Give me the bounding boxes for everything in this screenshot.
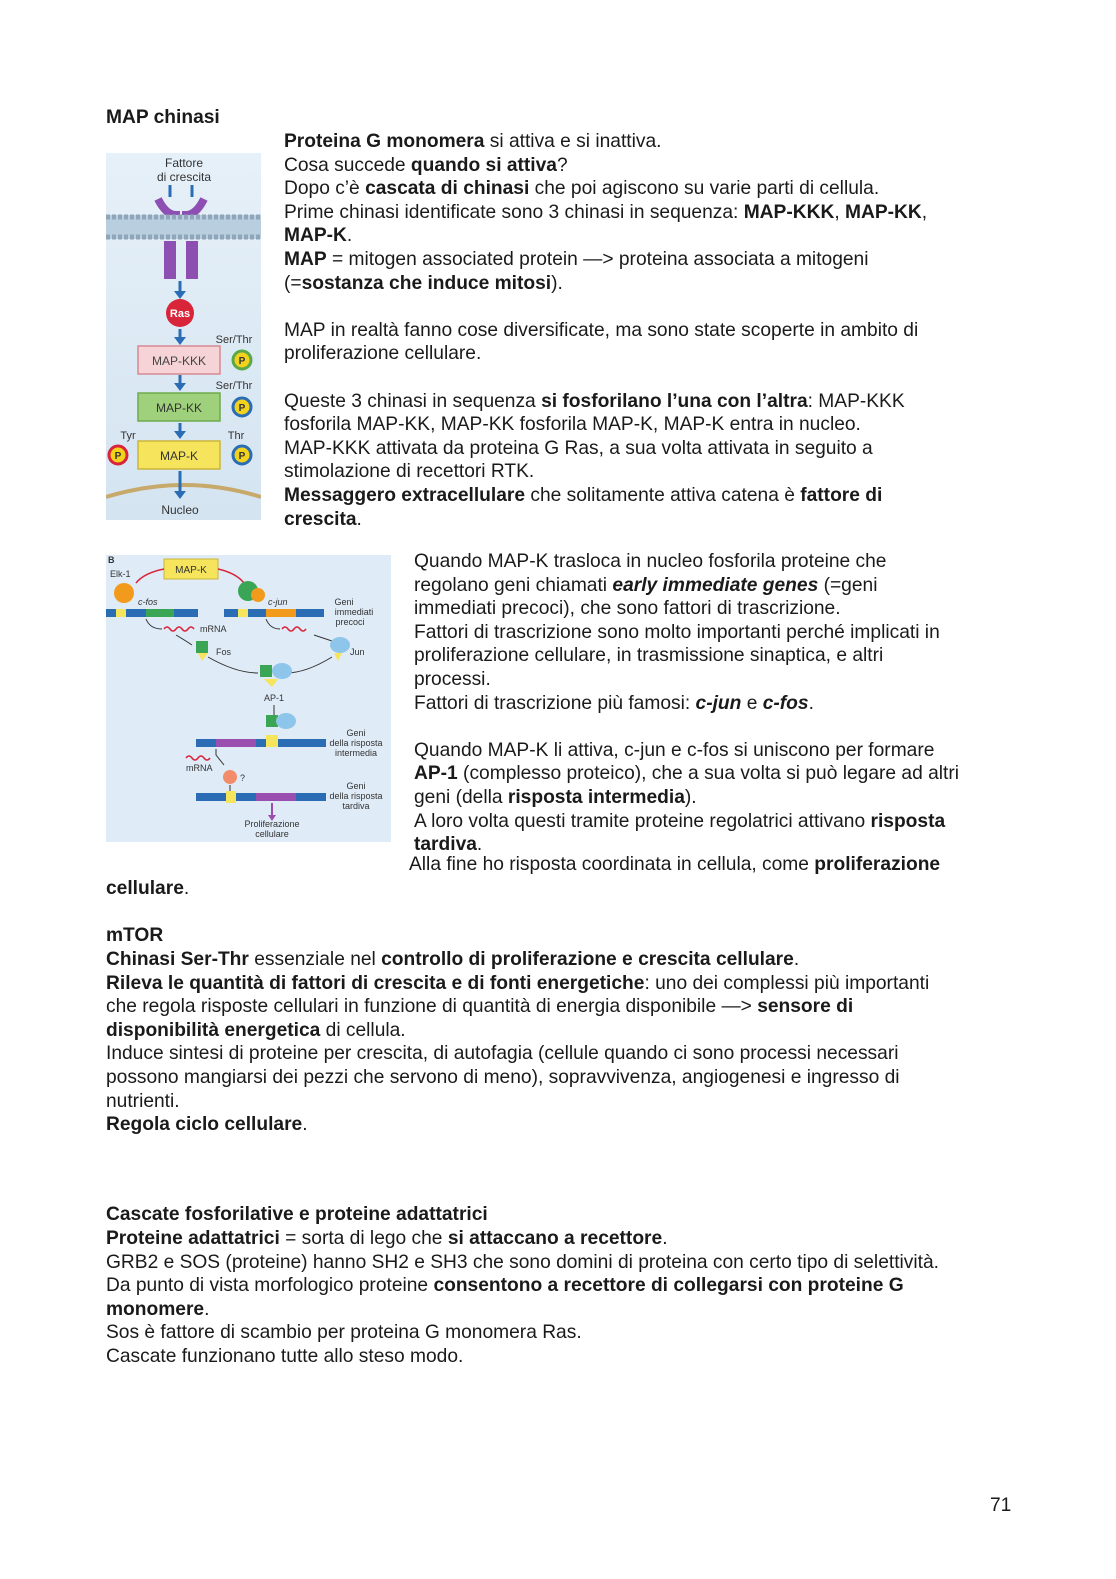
intermediate-gene-dna [196, 739, 326, 747]
text-line [284, 508, 1044, 532]
text-run: . [356, 508, 362, 530]
text-run: A loro volta questi tramite proteine regolatrici attivano [414, 810, 871, 832]
serthr-label-1: Ser/Thr [215, 334, 253, 346]
immediate-genes-label-1: Geni [334, 597, 354, 607]
mtor-text [106, 948, 1026, 1137]
text-line [106, 1042, 1026, 1066]
cjun-coding [266, 609, 296, 617]
text-run: AP-1 [414, 763, 458, 785]
text-line [284, 413, 1044, 437]
text-run: consentono a recettore di collegarsi con proteine G [433, 1275, 904, 1297]
text-line [106, 1321, 1026, 1345]
mapkk-label: MAP-KK [155, 401, 203, 415]
text-run: proliferazione cellulare, in trasmissione sinaptica, e altri [414, 645, 884, 667]
coordinated-response-line [409, 853, 1029, 877]
text-line [414, 574, 1034, 598]
intermediate-gene-coding [216, 739, 256, 747]
text-run: disponibilità energetica [106, 1019, 321, 1041]
heading-cascate: Cascate fosforilative e proteine adattatrici [106, 1204, 488, 1225]
text-line [284, 484, 1044, 508]
heading-mtor: mTOR [106, 925, 164, 946]
text-run: Chinasi Ser-Thr [106, 949, 249, 970]
intermediate-genes-label-3: intermedia [334, 748, 378, 758]
text-line [284, 130, 1044, 154]
panel-b-label: B [108, 555, 115, 565]
text-run: Messaggero extracellulare [284, 484, 526, 506]
ap1-fos [260, 665, 272, 677]
text-line [284, 154, 1044, 178]
text-run: quando si attiva [410, 154, 557, 176]
text-run: che poi agiscono su varie parti di cellula. [529, 178, 880, 200]
proliferation-label-2: cellulare [255, 829, 289, 839]
text-run: Rileva le quantità di fattori di crescita e di fonti energetiche [106, 972, 645, 994]
text-run: . [183, 878, 190, 899]
text-run: proliferazione cellulare. [284, 343, 482, 365]
text-line [106, 995, 1026, 1019]
text-run: monomere [106, 1298, 205, 1320]
text-line [106, 1298, 1026, 1322]
text-run: nutrienti. [106, 1090, 180, 1112]
text-run: c-fos [762, 692, 809, 714]
receptor-left-chain [164, 241, 176, 279]
mrna-label-1: mRNA [200, 624, 227, 634]
text-run: possono mangiarsi dei pezzi che servono di meno), sopravvivenza, angiogenesi e ingresso di [106, 1066, 900, 1088]
text-run: di cellula. [320, 1019, 406, 1041]
tyr-label: Tyr [120, 430, 136, 442]
text-line [284, 177, 1044, 201]
text-line [284, 272, 1044, 296]
map-kinase-cascade-figure [106, 153, 261, 520]
text-line [106, 1090, 1026, 1114]
text-run: Cascate funzionano tutte allo steso modo. [106, 1345, 464, 1367]
intermediate-genes-label-1: Geni [346, 728, 366, 738]
text-run: Fattori di trascrizione sono molto importanti perché implicati in [414, 621, 940, 643]
thr-label: Thr [227, 430, 245, 442]
text-line [414, 668, 1034, 692]
gene-expression-figure [106, 555, 391, 842]
text-run: geni (della [414, 786, 508, 808]
late-genes-label-2: della risposta [329, 791, 383, 801]
text-line [414, 692, 1034, 716]
text-line [414, 597, 1034, 621]
ap1-label: AP-1 [263, 693, 285, 703]
text-run: ? [556, 154, 568, 176]
text-run: crescita [284, 508, 357, 530]
text-run: c-jun [695, 692, 742, 714]
coordinated-response-end [106, 877, 189, 901]
text-run: . [346, 225, 353, 247]
text-line [414, 739, 1034, 763]
text-run: MAP-KK [844, 201, 922, 223]
text-run: , [921, 201, 928, 223]
text-line [106, 972, 1026, 996]
nucleus-label: Nucleo [161, 503, 199, 517]
text-run: controllo di proliferazione e crescita cellulare [381, 949, 794, 970]
text-line [414, 550, 1034, 574]
jun-protein [330, 637, 350, 653]
text-run: (= [284, 272, 302, 294]
text-run: MAP-K [284, 225, 347, 247]
growth-factor-label: Fattore [164, 156, 204, 170]
text-run: MAP-KKK attivata da proteina G Ras, a sua volta attivata in seguito a [284, 437, 873, 459]
proliferation-label-1: Proliferazione [244, 819, 300, 829]
phosphate-4-label: P [238, 451, 246, 462]
text-run: . [808, 692, 814, 714]
late-genes-label-3: tardiva [342, 801, 370, 811]
text-line [414, 762, 1034, 786]
text-run: Induce sintesi di proteine per crescita, di autofagia (cellule quando ci sono processi necessari [106, 1043, 899, 1065]
cfos-promoter [116, 609, 126, 617]
serthr-label-2: Ser/Thr [215, 380, 253, 392]
text-run: essenziale nel [248, 949, 382, 970]
text-line [106, 1019, 1026, 1043]
ras-label: Ras [169, 308, 191, 320]
late-gene-promoter [226, 791, 236, 803]
text-run: ). [684, 786, 697, 808]
text-line [414, 786, 1034, 810]
text-run: si attaccano a recettore [447, 1228, 663, 1249]
immediate-genes-label-2: immediati [334, 607, 374, 617]
text-line [284, 390, 1044, 414]
text-run: che solitamente attiva catena è [525, 484, 801, 506]
text-run: regolano geni chiamati [414, 574, 613, 596]
text-run: MAP in realtà fanno cose diversificate, ma sono state scoperte in ambito di [284, 319, 919, 341]
text-run: processi. [414, 668, 491, 690]
text-line [414, 644, 1034, 668]
cfos-coding [146, 609, 174, 617]
cfos-label: c-fos [138, 597, 158, 607]
text-run: . [302, 1114, 308, 1136]
growth-factor-label-2: di crescita [156, 170, 212, 184]
text-run: cascata di chinasi [365, 178, 530, 200]
late-gene-coding [256, 793, 296, 801]
text-line [414, 621, 1034, 645]
text-run: Sos è fattore di scambio per proteina G monomera Ras. [106, 1322, 582, 1344]
regulator-protein [223, 770, 237, 784]
text-run: ). [551, 272, 563, 294]
text-run: cellulare [106, 878, 184, 899]
cell-membrane [106, 215, 261, 239]
intermediate-gene-promoter [266, 735, 278, 747]
text-run: sostanza che induce mitosi [301, 272, 552, 294]
text-run: : uno dei complessi più importanti [644, 972, 930, 994]
elk1-label: Elk-1 [110, 569, 131, 579]
text-line [284, 295, 1044, 319]
text-line [106, 1274, 1026, 1298]
mapk-label-2: MAP-K [175, 565, 207, 576]
text-run: Regola ciclo cellulare [106, 1114, 303, 1136]
heading-map-chinasi: MAP chinasi [106, 107, 220, 128]
text-run: Alla fine ho risposta coordinata in cellula, come [409, 854, 815, 875]
text-run: early immediate genes [612, 574, 819, 596]
text-line [106, 1251, 1026, 1275]
text-run: . [793, 949, 800, 970]
text-run: : MAP-KKK [807, 390, 905, 412]
text-line [284, 319, 1044, 343]
text-run: Quando MAP-K li attiva, c-jun e c-fos si uniscono per formare [414, 739, 935, 761]
text-run: Dopo c’è [284, 178, 366, 200]
text-run: e [741, 692, 763, 714]
text-run: Proteine adattatrici [106, 1228, 280, 1249]
text-line [284, 201, 1044, 225]
page-number: 71 [990, 1495, 1012, 1516]
text-run: Cosa succede [284, 154, 411, 176]
text-run: = mitogen associated protein —> proteina associata a mitogeni [326, 248, 869, 270]
text-line [284, 342, 1044, 366]
phosphate-3-label: P [114, 451, 122, 462]
text-line [284, 224, 1044, 248]
text-run: GRB2 e SOS (proteine) hanno SH2 e SH3 che sono domini di proteina con certo tipo di selettività. [106, 1251, 939, 1273]
text-line [414, 810, 1034, 834]
text-line [106, 1066, 1026, 1090]
text-run: Fattori di trascrizione più famosi: [414, 692, 696, 714]
cjun-label: c-jun [268, 597, 288, 607]
text-run: Da punto di vista morfologico proteine [106, 1275, 434, 1297]
text-line [414, 715, 1034, 739]
text-run: proliferazione [814, 854, 941, 875]
text-run: , [834, 201, 845, 223]
text-run: MAP [284, 248, 327, 270]
text-run: che regola risposte cellulari in funzione di quantità di energia disponibile —> [106, 996, 758, 1018]
text-run: sensore di [757, 996, 854, 1018]
text-run: Queste 3 chinasi in sequenza [284, 390, 542, 412]
text-line [284, 248, 1044, 272]
text-run: . [662, 1228, 668, 1249]
cjun-activator-2 [251, 588, 265, 602]
phosphate-2-label: P [238, 403, 246, 414]
text-line [409, 853, 1029, 877]
cascate-text [106, 1227, 1026, 1369]
map-chinasi-text [284, 130, 1044, 531]
text-run: Prime chinasi identificate sono 3 chinasi in sequenza: [284, 201, 744, 223]
late-genes-label-1: Geni [346, 781, 366, 791]
mrna-label-2: mRNA [186, 763, 213, 773]
text-line [106, 1227, 1026, 1251]
text-run: fosforila MAP-KK, MAP-KK fosforila MAP-K, MAP-K entra in nucleo. [284, 414, 861, 436]
immediate-genes-label-3: precoci [335, 617, 365, 627]
text-run: si fosforilano l’una con l’altra [541, 390, 808, 412]
phosphate-1-label: P [238, 356, 246, 367]
mapk-label: MAP-K [159, 449, 199, 463]
text-run: = sorta di lego che [279, 1228, 448, 1249]
jun-label: Jun [350, 647, 365, 657]
text-run: immediati precoci), che sono fattori di trascrizione. [414, 598, 841, 620]
ap1-jun [272, 663, 292, 679]
receptor-right-chain [186, 241, 198, 279]
fos-label: Fos [216, 647, 232, 657]
text-line [284, 366, 1044, 390]
text-run: stimolazione di recettori RTK. [284, 461, 535, 483]
text-run: (complesso proteico), che a sua volta si può legare ad altri [457, 763, 959, 785]
text-run: fattore di [800, 484, 883, 506]
text-line [106, 1345, 1026, 1369]
map-k-nucleus-text [414, 550, 1034, 857]
text-line [106, 877, 189, 901]
text-run: Quando MAP-K trasloca in nucleo fosforila proteine che [414, 551, 887, 572]
text-run: . [476, 834, 483, 856]
ap1-bound-jun [276, 713, 296, 729]
text-run: tardiva [414, 834, 477, 856]
text-run: . [204, 1298, 210, 1320]
text-line [284, 437, 1044, 461]
text-line [284, 460, 1044, 484]
intermediate-genes-label-2: della risposta [329, 738, 383, 748]
fos-protein [196, 641, 208, 653]
text-run: (=geni [818, 574, 878, 596]
text-run: risposta intermedia [507, 786, 685, 808]
text-run: MAP-KKK [743, 201, 835, 223]
text-run: risposta [870, 810, 946, 832]
elk1-protein [114, 583, 134, 603]
mapkkk-label: MAP-KKK [151, 354, 207, 368]
cjun-promoter [238, 609, 248, 617]
regulator-question: ? [240, 773, 246, 783]
text-run: Proteina G monomera [284, 131, 485, 152]
text-line [106, 1113, 1026, 1137]
text-line [106, 948, 1026, 972]
text-run: si attiva e si inattiva. [484, 131, 662, 152]
